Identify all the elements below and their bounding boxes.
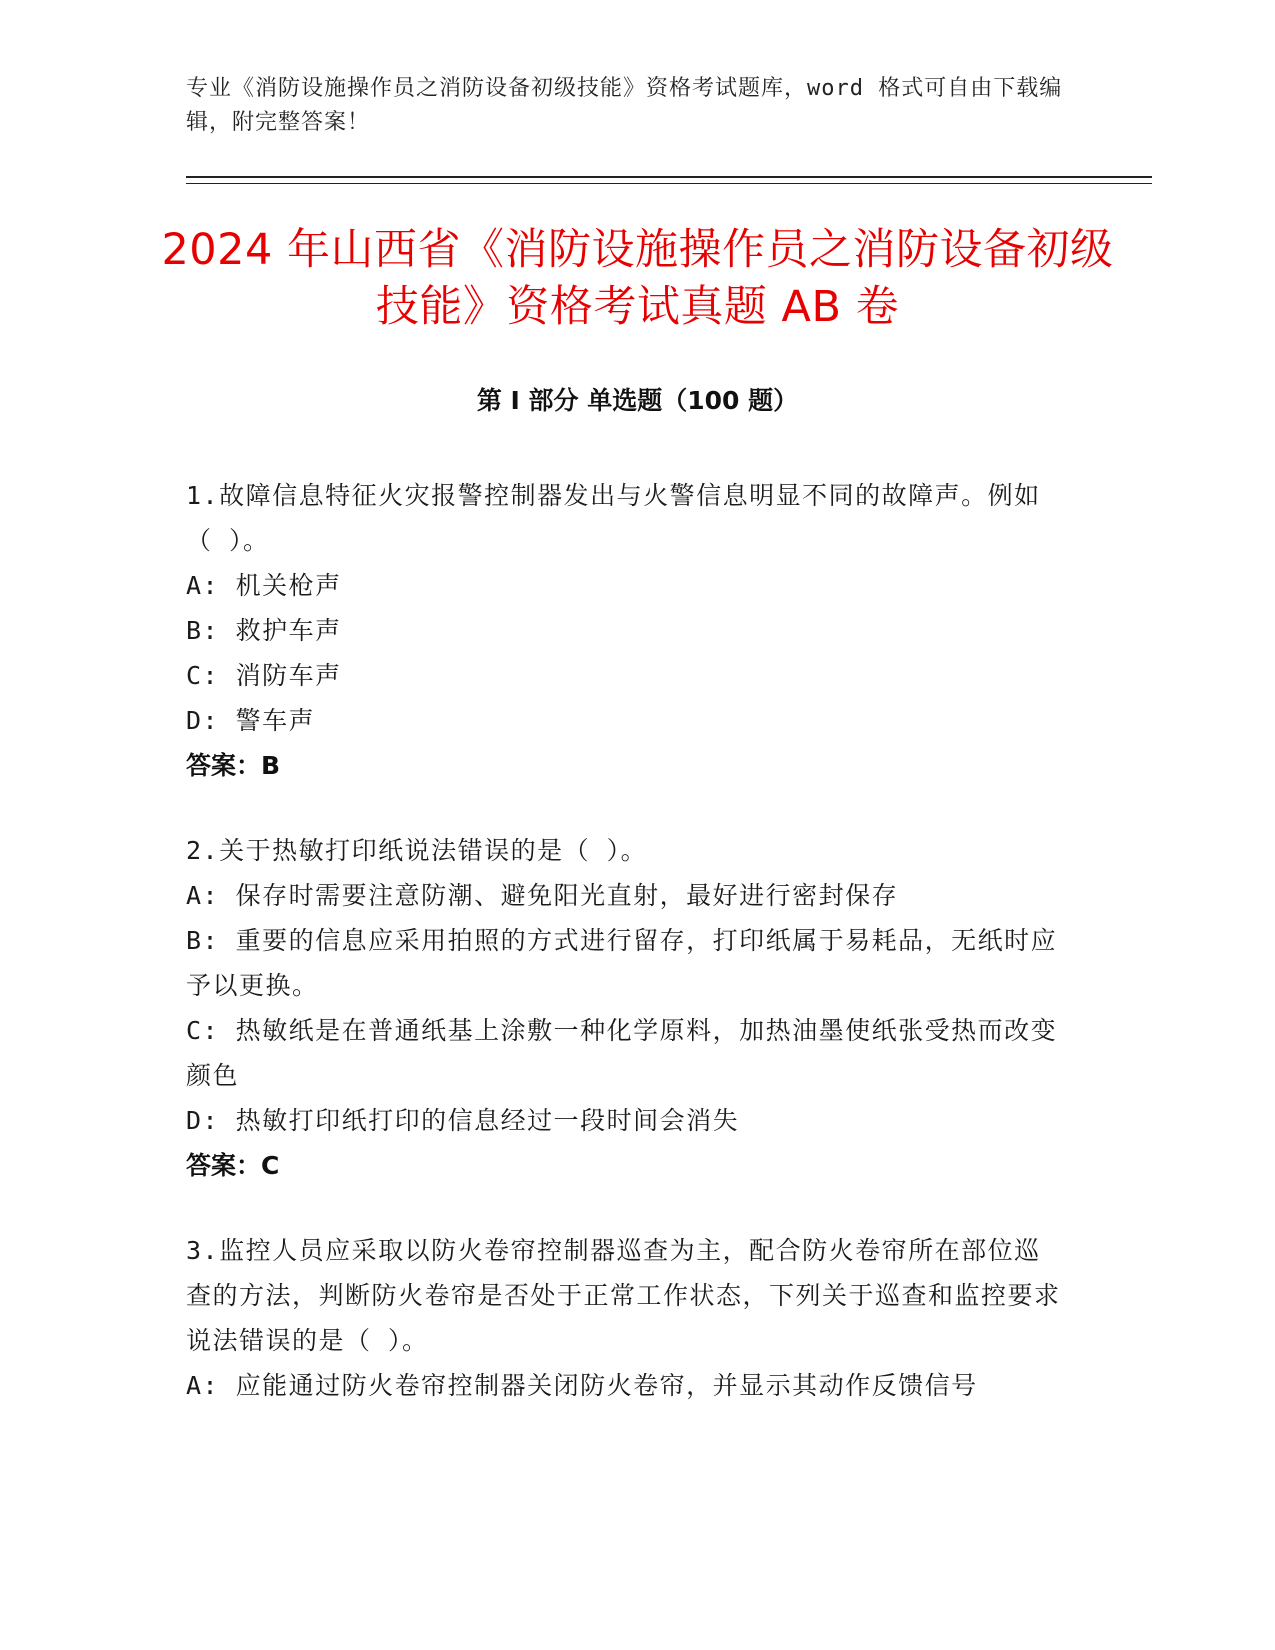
question-3-option-a: A: 应能通过防火卷帘控制器关闭防火卷帘，并显示其动作反馈信号 xyxy=(186,1371,978,1400)
header-note: 专业《消防设施操作员之消防设备初级技能》资格考试题库，word 格式可自由下载编辑，附完整答案！ xyxy=(186,76,1063,135)
question-2-option-a: A: 保存时需要注意防潮、避免阳光直射，最好进行密封保存 xyxy=(186,881,899,910)
document-title: 2024 年山西省《消防设施操作员之消防设备初级技能》资格考试真题 AB 卷 xyxy=(161,225,1114,332)
question-2-stem: 2.关于热敏打印纸说法错误的是（ ）。 xyxy=(186,836,648,865)
section-title: 第 I 部分 单选题（100 题） xyxy=(476,386,799,415)
question-list xyxy=(186,473,1066,1448)
question-2-option-d: D: 热敏打印纸打印的信息经过一段时间会消失 xyxy=(186,1106,740,1135)
question-3-stem: 3.监控人员应采取以防火卷帘控制器巡查为主，配合防火卷帘所在部位巡查的方法，判断防火卷帘是否处于正常工作状态，下列关于巡查和监控要求说法错误的是（ ）。 xyxy=(186,1236,1061,1355)
question-3 xyxy=(186,1228,1066,1408)
header-rule-thick xyxy=(186,176,1152,178)
question-2-option-b: B: 重要的信息应采用拍照的方式进行留存，打印纸属于易耗品，无纸时应予以更换。 xyxy=(186,926,1058,1000)
question-1-option-c: C: 消防车声 xyxy=(186,661,342,690)
question-2-answer: 答案：C xyxy=(186,1151,280,1180)
question-2 xyxy=(186,828,1066,1188)
question-1 xyxy=(186,473,1066,788)
question-1-option-a: A: 机关枪声 xyxy=(186,571,342,600)
header-rule-thin xyxy=(186,183,1152,184)
question-1-stem: 1.故障信息特征火灾报警控制器发出与火警信息明显不同的故障声。例如（ ）。 xyxy=(186,481,1041,555)
question-1-option-b: B: 救护车声 xyxy=(186,616,342,645)
question-1-option-d: D: 警车声 xyxy=(186,706,316,735)
question-2-option-c: C: 热敏纸是在普通纸基上涂敷一种化学原料，加热油墨使纸张受热而改变颜色 xyxy=(186,1016,1058,1090)
question-1-answer: 答案：B xyxy=(186,751,281,780)
